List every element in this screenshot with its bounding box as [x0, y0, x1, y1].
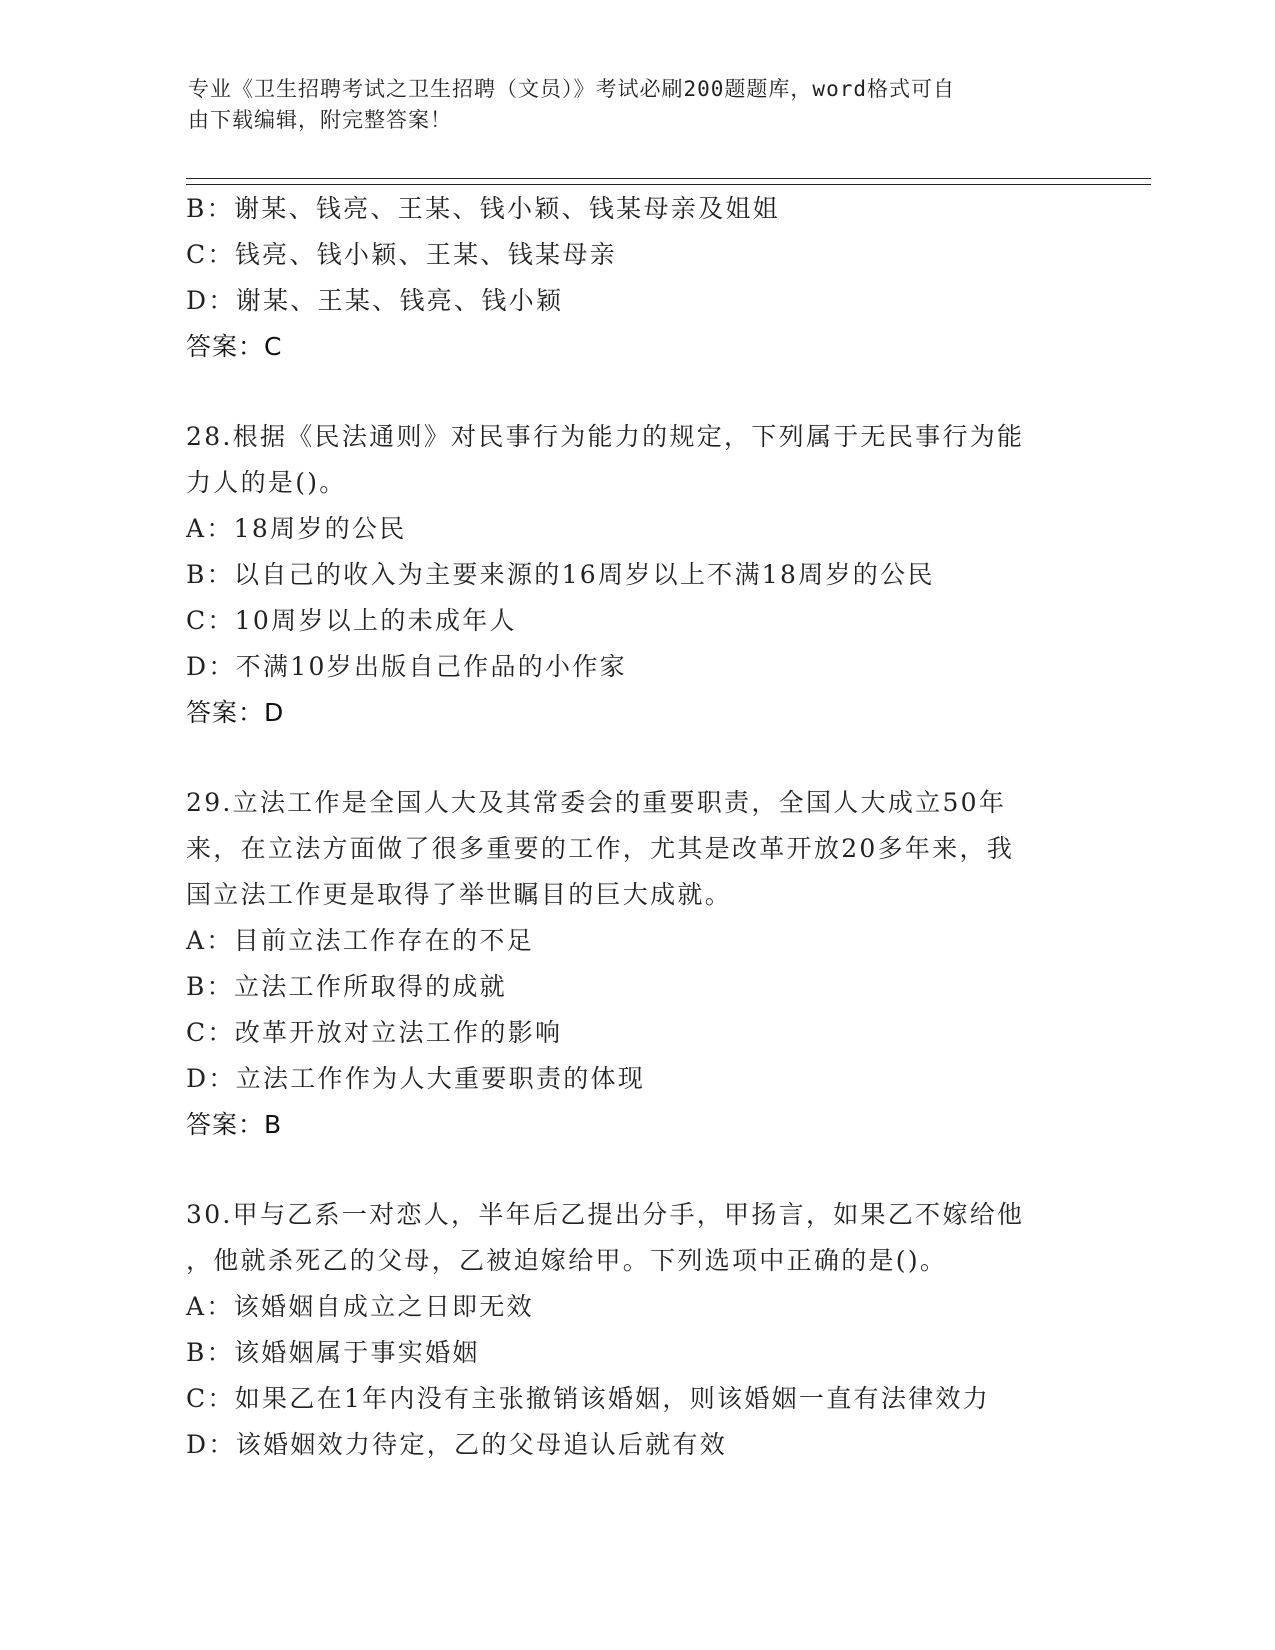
q30-option-a: A：该婚姻自成立之日即无效 [186, 1292, 534, 1321]
q28-option-a: A：18周岁的公民 [186, 514, 407, 543]
header-divider-top [186, 178, 1151, 179]
q27-option-d: D：谢某、王某、钱亮、钱小颖 [186, 286, 564, 315]
q28-stem-line-2: 力人的是()。 [186, 468, 347, 497]
q27-answer: 答案：C [186, 332, 283, 361]
q29-option-d: D：立法工作作为人大重要职责的体现 [186, 1064, 646, 1093]
q29-option-a: A：目前立法工作存在的不足 [186, 926, 534, 955]
header-divider-bottom [186, 184, 1151, 185]
q29-option-b: B：立法工作所取得的成就 [186, 972, 507, 1001]
q29-stem-line-3: 国立法工作更是取得了举世瞩目的巨大成就。 [186, 880, 733, 909]
q27-option-c: C：钱亮、钱小颖、王某、钱某母亲 [186, 240, 617, 269]
question-27-continuation [186, 186, 1086, 370]
q27-option-b: B：谢某、钱亮、王某、钱小颖、钱某母亲及姐姐 [186, 194, 780, 223]
document-header [188, 74, 1068, 136]
q29-stem-line-1: 29.立法工作是全国人大及其常委会的重要职责，全国人大成立50年 [186, 788, 1007, 817]
q30-option-c: C：如果乙在1年内没有主张撤销该婚姻，则该婚姻一直有法律效力 [186, 1384, 991, 1413]
question-29 [186, 780, 1086, 1148]
q30-option-d: D：该婚姻效力待定，乙的父母追认后就有效 [186, 1430, 728, 1459]
spacer [186, 1148, 1086, 1192]
q29-answer: 答案：B [186, 1110, 283, 1139]
q28-option-b: B：以自己的收入为主要来源的16周岁以上不满18周岁的公民 [186, 560, 935, 589]
header-title-line-1: 专业《卫生招聘考试之卫生招聘（文员）》考试必刷200题题库，word格式可自 [188, 77, 955, 101]
question-28 [186, 414, 1086, 736]
q30-option-b: B：该婚姻属于事实婚姻 [186, 1338, 480, 1367]
q30-stem-line-1: 30.甲与乙系一对恋人，半年后乙提出分手，甲扬言，如果乙不嫁给他 [186, 1200, 1025, 1229]
question-list [186, 186, 1086, 1468]
q28-answer: 答案：D [186, 698, 285, 727]
header-title-line-2: 由下载编辑，附完整答案！ [188, 108, 452, 132]
q29-option-c: C：改革开放对立法工作的影响 [186, 1018, 563, 1047]
q29-stem-line-2: 来，在立法方面做了很多重要的工作，尤其是改革开放20多年来，我 [186, 834, 1015, 863]
q28-option-c: C：10周岁以上的未成年人 [186, 606, 517, 635]
spacer [186, 370, 1086, 414]
question-30 [186, 1192, 1086, 1468]
q28-stem-line-1: 28.根据《民法通则》对民事行为能力的规定，下列属于无民事行为能 [186, 422, 1025, 451]
spacer [186, 736, 1086, 780]
q30-stem-line-2: ，他就杀死乙的父母，乙被迫嫁给甲。下列选项中正确的是()。 [186, 1246, 948, 1275]
q28-option-d: D：不满10岁出版自己作品的小作家 [186, 652, 627, 681]
